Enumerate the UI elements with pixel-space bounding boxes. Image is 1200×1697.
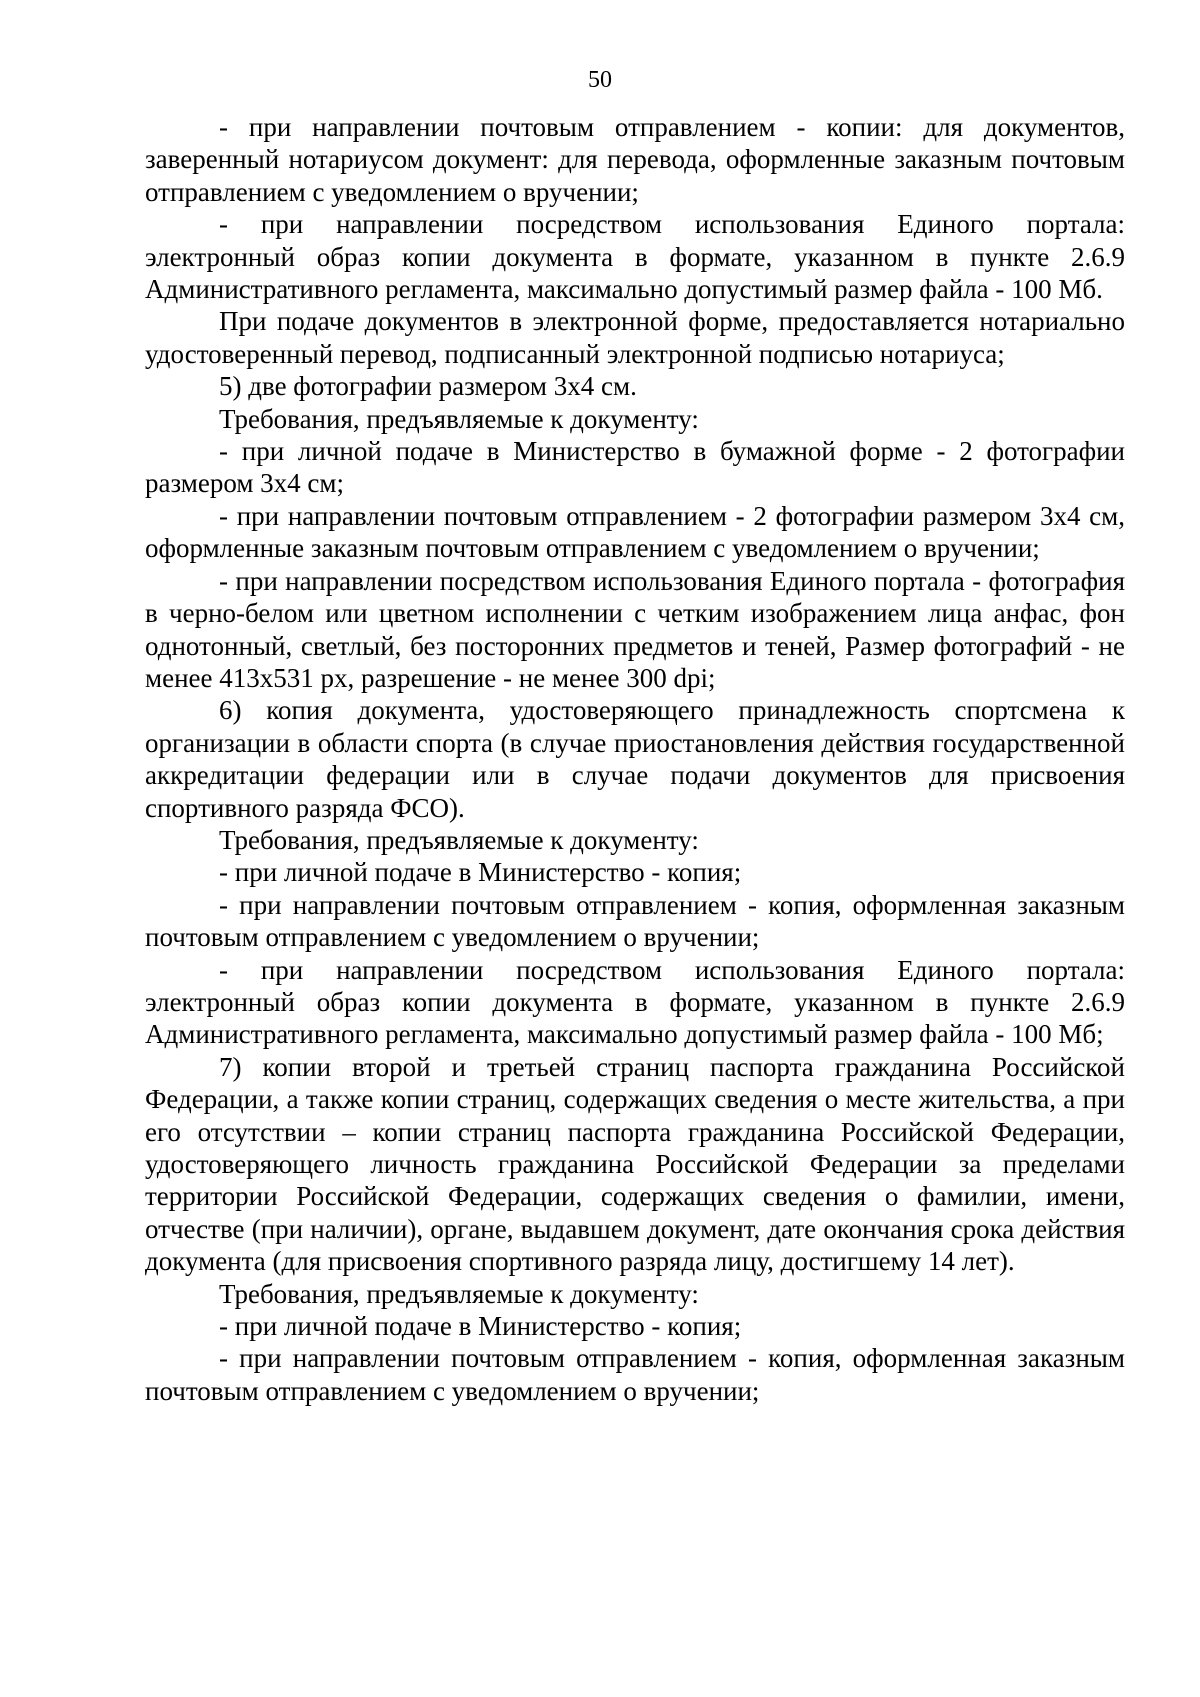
paragraph-requirements-heading: Требования, предъявляемые к документу: <box>219 1278 699 1309</box>
paragraph-requirements-heading: Требования, предъявляемые к документу: <box>219 824 699 855</box>
paragraph-photos-postal: - при направлении почтовым отправлением - 2 фотографии размером 3х4 см, оформленные заказным почтовым отправлением с уведомлением о вручении; <box>145 500 1125 564</box>
paragraph-item-6-membership: 6) копия документа, удостоверяющего принадлежность спортсмена к организации в области спорта (в случае приостановления действия государственной аккредитации федерации или в случае подачи документов для присвоения спортивного разряда ФСО). <box>145 695 1125 823</box>
paragraph-membership-portal: - при направлении посредством использования Единого портала: электронный образ копии документа в формате, указанном в пункте 2.6.9 Административного регламента, максимально допустимый размер файла - 100 Мб; <box>145 954 1125 1050</box>
paragraph-notarized-translation: При подаче документов в электронной форме, предоставляется нотариально удостоверенный перевод, подписанный электронной подписью нотариуса; <box>145 306 1125 369</box>
paragraph-passport-postal: - при направлении почтовым отправлением - копия, оформленная заказным почтовым отправлением с уведомлением о вручении; <box>145 1343 1125 1406</box>
document-body <box>145 111 1125 1407</box>
paragraph-item-7-passport: 7) копии второй и третьей страниц паспорта гражданина Российской Федерации, а также копии страниц, содержащих сведения о месте жительства, а при его отсутствии – копии страниц паспорта гражданина Российской Федерации, удостоверяющего личность гражданина Российской Федерации за пределами территории Российской Федерации, содержащих сведения о фамилии, имени, отчестве (при наличии), органе, выдавшем документ, дате окончания срока действия документа (для присвоения спортивного разряда лицу, достигшему 14 лет). <box>145 1051 1125 1277</box>
paragraph-photos-in-person: - при личной подаче в Министерство в бумажной форме - 2 фотографии размером 3х4 см; <box>145 436 1125 499</box>
paragraph-requirements-heading: Требования, предъявляемые к документу: <box>219 403 699 434</box>
paragraph-postal-copies: - при направлении почтовым отправлением - копии: для документов, заверенный нотариусом документ: для перевода, оформленные заказным почтовым отправлением с уведомлением о вручении; <box>145 112 1125 207</box>
paragraph-membership-in-person: - при личной подаче в Министерство - копия; <box>219 857 742 888</box>
paragraph-portal-copy: - при направлении посредством использования Единого портала: электронный образ копии документа в формате, указанном в пункте 2.6.9 Административного регламента, максимально допустимый размер файла - 100 Мб. <box>145 209 1125 305</box>
page-number: 50 <box>588 67 612 93</box>
paragraph-item-5-photos: 5) две фотографии размером 3х4 см. <box>219 371 637 402</box>
paragraph-passport-in-person: - при личной подаче в Министерство - копия; <box>219 1311 742 1342</box>
paragraph-photos-portal: - при направлении посредством использования Единого портала - фотография в черно-белом или цветном исполнении с четким изображением лица анфас, фон однотонный, светлый, без посторонних предметов и теней, Размер фотографий - не менее 413х531 px, разрешение - не менее 300 dpi; <box>145 565 1125 693</box>
paragraph-membership-postal: - при направлении почтовым отправлением - копия, оформленная заказным почтовым отправлением с уведомлением о вручении; <box>145 889 1125 953</box>
